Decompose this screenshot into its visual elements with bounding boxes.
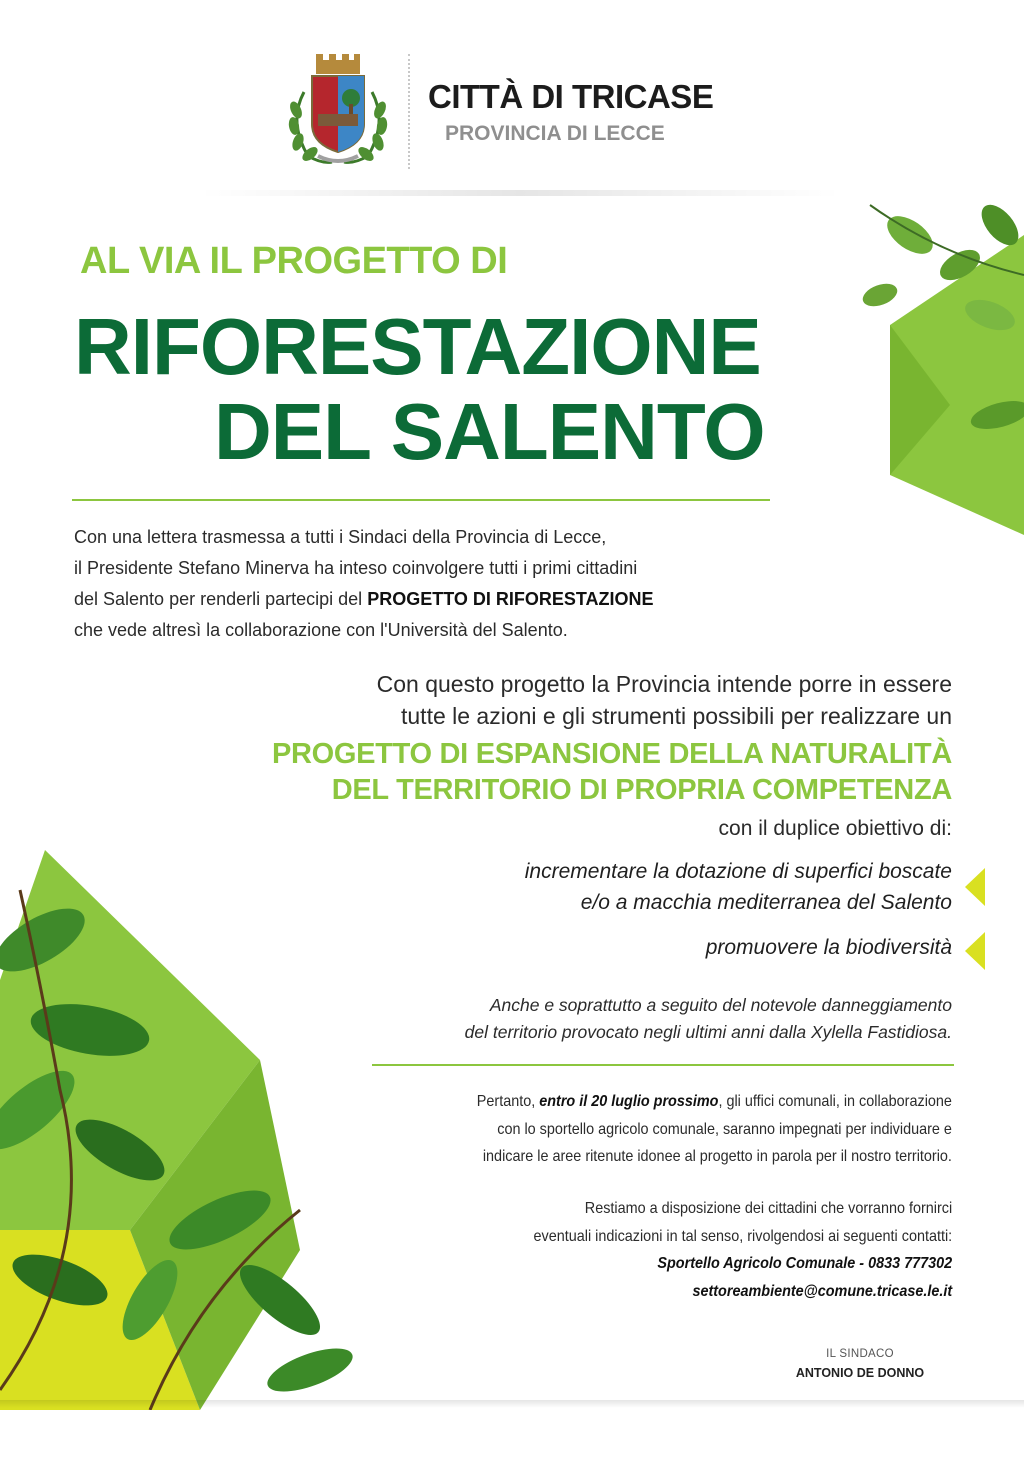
title-kicker: AL VIA IL PROGETTO DI (80, 240, 508, 282)
bottom-leaf-decoration (0, 830, 370, 1410)
title-line-1: RIFORESTAZIONE (74, 302, 761, 391)
context-note (465, 992, 952, 1046)
intro-line: Con una lettera trasmessa a tutti i Sindaci della Provincia di Lecce, (74, 527, 607, 547)
arrow-left-icon (965, 868, 985, 906)
coat-of-arms-icon (282, 52, 394, 170)
deadline-line (477, 1088, 952, 1116)
contact-line: eventuali indicazioni in tal senso, rivolgendosi ai seguenti contatti: (533, 1227, 952, 1245)
deadline-text: Pertanto, (476, 1093, 540, 1110)
lead-line: tutte le azioni e gli strumenti possibili per realizzare un (401, 703, 952, 729)
context-line: Anche e soprattutto a seguito del notevole danneggiamento (489, 995, 952, 1015)
project-heading (272, 736, 952, 808)
title-divider (72, 499, 770, 501)
deadline-paragraph (477, 1088, 952, 1171)
city-name: CITTÀ DI TRICASE (428, 78, 714, 115)
intro-text: del Salento per renderli partecipi del (74, 589, 368, 609)
contact-office: Sportello Agricolo Comunale - 0833 777302 (657, 1255, 952, 1272)
deadline-text: , gli uffici comunali, in collaborazione (718, 1093, 952, 1110)
header-divider (408, 54, 410, 169)
intro-line: il Presidente Stefano Minerva ha inteso coinvolgere tutti i primi cittadini (74, 558, 638, 578)
arrow-left-icon (965, 932, 985, 970)
deadline-line: con lo sportello agricolo comunale, saranno impegnati per individuare e (497, 1120, 952, 1138)
bottom-shadow (0, 1400, 1024, 1408)
objective-intro: con il duplice obiettivo di: (718, 817, 952, 840)
project-heading-line: DEL TERRITORIO DI PROPRIA COMPETENZA (331, 774, 952, 806)
intro-line: che vede altresì la collaborazione con l'Università del Salento. (74, 620, 568, 640)
contact-paragraph (533, 1195, 952, 1305)
title-line-2: DEL SALENTO (214, 387, 765, 476)
lead-line: Con questo progetto la Provincia intende porre in essere (376, 671, 952, 697)
context-line: del territorio provocato negli ultimi anni dalla Xylella Fastidiosa. (464, 1022, 952, 1042)
goal-1 (525, 856, 952, 918)
project-heading-line: PROGETTO DI ESPANSIONE DELLA NATURALITÀ (271, 738, 952, 770)
province-name: PROVINCIA DI LECCE (445, 122, 665, 145)
section-divider (372, 1064, 954, 1066)
goal-line: e/o a macchia mediterranea del Salento (580, 891, 952, 914)
lead-paragraph (377, 668, 952, 732)
deadline-date: entro il 20 luglio prossimo (539, 1093, 719, 1110)
goal-line: incrementare la dotazione di superfici boscate (524, 860, 952, 883)
deadline-line: indicare le aree ritenute idonee al progetto in parola per il nostro territorio. (482, 1148, 952, 1165)
signature-name: ANTONIO DE DONNO (795, 1366, 925, 1380)
intro-highlight: PROGETTO DI RIFORESTAZIONE (367, 589, 654, 609)
contact-line: Restiamo a disposizione dei cittadini che vorranno fornirci (584, 1200, 952, 1217)
goal-2: promuovere la biodiversità (705, 936, 952, 959)
intro-paragraph (74, 522, 774, 646)
intro-line (74, 584, 774, 615)
signature-role: IL SINDACO (826, 1348, 894, 1360)
contact-email[interactable]: settoreambiente@comune.tricase.le.it (692, 1282, 952, 1300)
